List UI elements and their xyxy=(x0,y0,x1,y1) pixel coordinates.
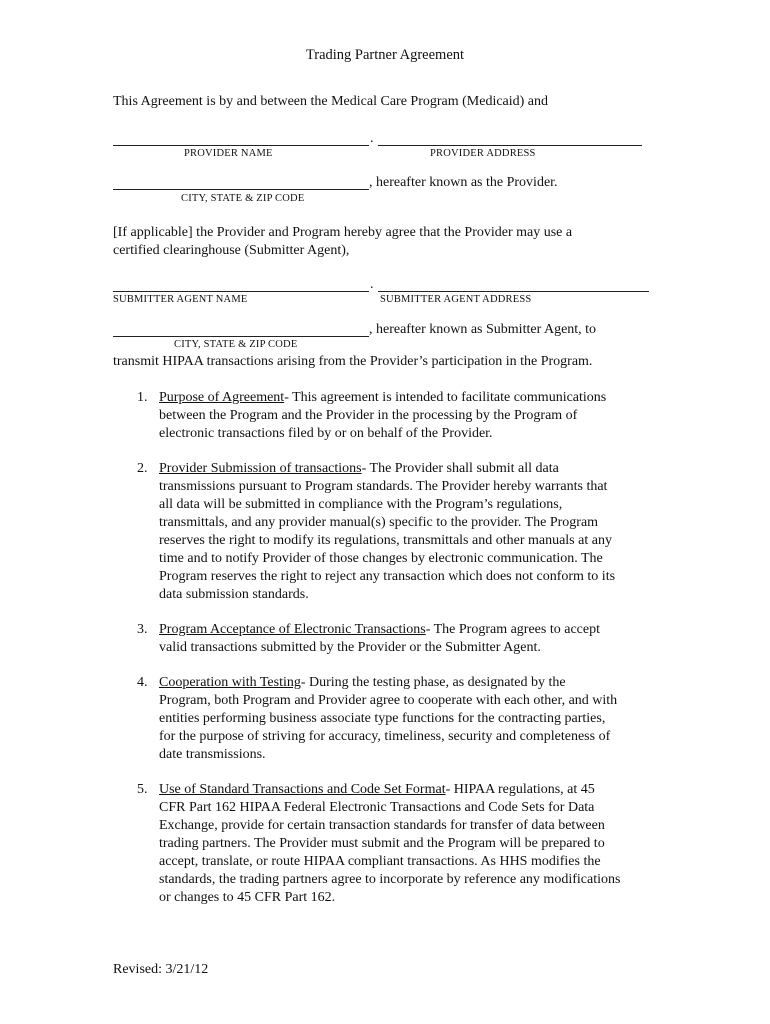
section-line: valid transactions submitted by the Provider or the Submitter Agent. xyxy=(159,640,541,655)
section-heading: Purpose of Agreement xyxy=(159,390,285,405)
section-heading: Provider Submission of transactions xyxy=(159,461,362,476)
section-line: reserves the right to modify its regulations, transmittals and other manuals at any xyxy=(159,533,612,548)
submitter-name-line xyxy=(113,291,369,292)
provider-name-label: PROVIDER NAME xyxy=(184,148,273,159)
section-line: CFR Part 162 HIPAA Federal Electronic Transactions and Code Sets for Data xyxy=(159,800,595,815)
section-line: transmissions pursuant to Program standards. The Provider hereby warrants that xyxy=(159,479,608,494)
section-line: Program, both Program and Provider agree to cooperate with each other, and with xyxy=(159,693,618,708)
section-number: 5. xyxy=(137,782,148,797)
provider-city-line xyxy=(113,189,369,190)
section-number: 2. xyxy=(137,461,148,476)
section-line: data submission standards. xyxy=(159,587,309,602)
provider-address-line xyxy=(378,145,642,146)
separator-dot: . xyxy=(370,131,374,146)
section-first-line: - This agreement is intended to facilitate communications xyxy=(284,390,607,405)
section-line: date transmissions. xyxy=(159,747,266,762)
section-first-line: - During the testing phase, as designated by the xyxy=(300,675,566,690)
applicable-line-2: certified clearinghouse (Submitter Agent), xyxy=(113,243,350,258)
provider-city-label: CITY, STATE & ZIP CODE xyxy=(181,193,305,204)
section-number: 3. xyxy=(137,622,148,637)
section-line: for the purpose of striving for accuracy, timeliness, security and completeness of xyxy=(159,729,611,744)
section-first-line: - The Provider shall submit all data xyxy=(361,461,559,476)
submitter-city-line xyxy=(113,336,369,337)
section-heading: Program Acceptance of Electronic Transactions xyxy=(159,622,426,637)
section-line: Program reserves the right to reject any transaction which does not conform to its xyxy=(159,569,616,584)
section-line: electronic transactions filed by or on behalf of the Provider. xyxy=(159,426,493,441)
submitter-address-label: SUBMITTER AGENT ADDRESS xyxy=(380,294,532,305)
transmit-text: transmit HIPAA transactions arising from the Provider’s participation in the Program. xyxy=(113,354,593,369)
section-line: all data will be submitted in compliance with the Program’s regulations, xyxy=(159,497,563,512)
section-line: accept, translate, or route HIPAA compliant transactions. As HHS modifies the xyxy=(159,854,601,869)
section-heading: Cooperation with Testing xyxy=(159,675,301,690)
separator-dot-2: . xyxy=(370,277,374,292)
intro-text: This Agreement is by and between the Medical Care Program (Medicaid) and xyxy=(113,94,549,109)
section-line: transmittals, and any provider manual(s) specific to the provider. The Program xyxy=(159,515,599,530)
section-line: trading partners. The Provider must submit and the Program will be prepared to xyxy=(159,836,605,851)
submitter-address-line xyxy=(378,291,649,292)
section-line: between the Program and the Provider in the processing by the Program of xyxy=(159,408,578,423)
revised-date: Revised: 3/21/12 xyxy=(113,962,209,977)
section-number: 4. xyxy=(137,675,148,690)
section-first-line: - The Program agrees to accept xyxy=(425,622,600,637)
section-line: entities performing business associate type functions for the contracting parties, xyxy=(159,711,606,726)
applicable-line-1: [If applicable] the Provider and Program hereby agree that the Provider may use a xyxy=(113,225,573,240)
submitter-suffix: , hereafter known as Submitter Agent, to xyxy=(369,322,597,337)
provider-name-line xyxy=(113,145,369,146)
section-heading: Use of Standard Transactions and Code Set Format xyxy=(159,782,446,797)
submitter-city-label: CITY, STATE & ZIP CODE xyxy=(174,339,298,350)
section-line: Exchange, provide for certain transaction standards for transfer of data between xyxy=(159,818,605,833)
provider-suffix: , hereafter known as the Provider. xyxy=(369,175,558,190)
section-line: time and to notify Provider of those changes by electronic communication. The xyxy=(159,551,603,566)
section-number: 1. xyxy=(137,390,148,405)
section-line: standards, the trading partners agree to incorporate by reference any modifications xyxy=(159,872,621,887)
provider-address-label: PROVIDER ADDRESS xyxy=(430,148,536,159)
section-first-line: - HIPAA regulations, at 45 xyxy=(445,782,595,797)
document-title: Trading Partner Agreement xyxy=(305,47,465,63)
section-line: or changes to 45 CFR Part 162. xyxy=(159,890,336,905)
submitter-name-label: SUBMITTER AGENT NAME xyxy=(113,294,248,305)
